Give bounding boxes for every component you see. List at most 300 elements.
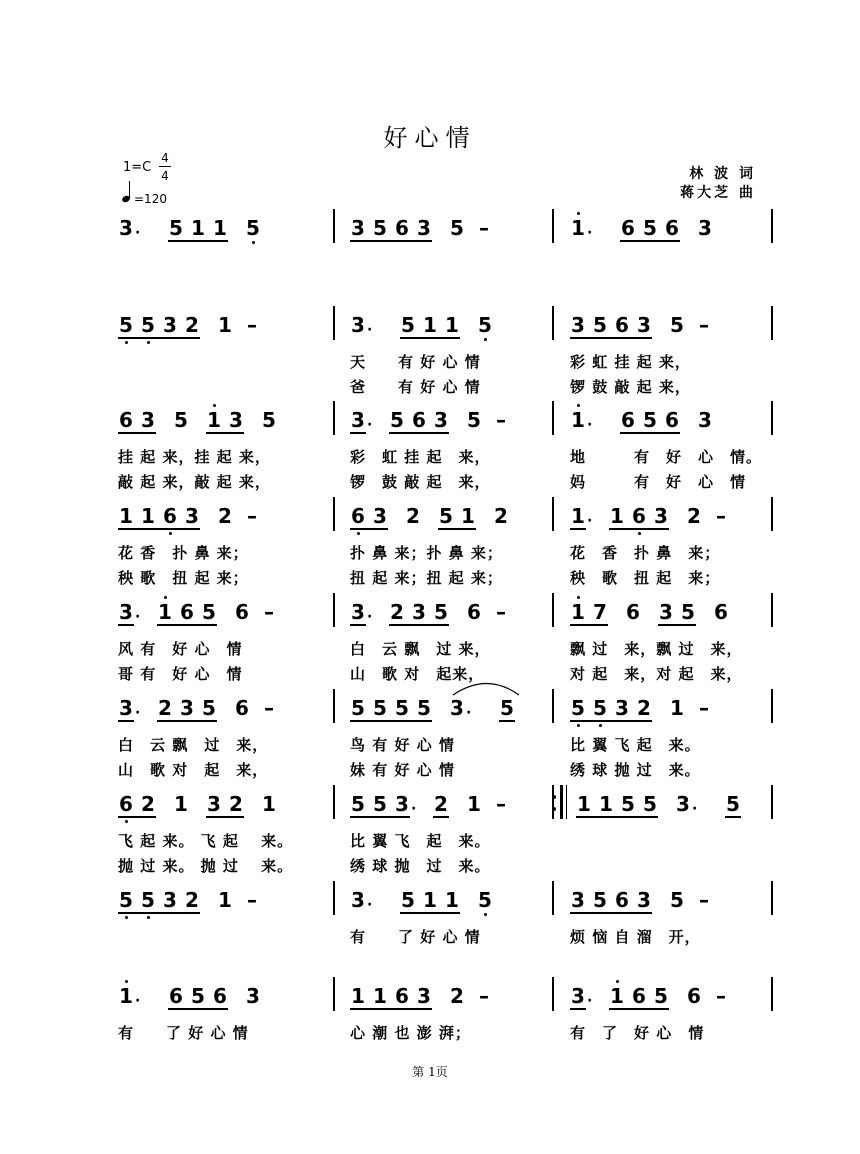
note-digit: 3 bbox=[417, 216, 431, 240]
note-digit: 5 bbox=[593, 888, 607, 912]
lyric-line: 彩 虹 挂 起 来， bbox=[350, 448, 491, 466]
note-digit: 3 bbox=[351, 313, 365, 337]
lyric-line: 花 香 扑 鼻 来； bbox=[118, 544, 249, 562]
barline bbox=[333, 209, 335, 243]
note-digit: 1 bbox=[157, 601, 173, 623]
beam-underline bbox=[350, 720, 432, 722]
tie-arc bbox=[453, 680, 521, 696]
note-digit: 1 bbox=[599, 792, 613, 816]
note-digit: 3 bbox=[571, 313, 585, 337]
note-digit: 3 bbox=[351, 888, 365, 912]
note-digit: 5 bbox=[140, 889, 156, 911]
note-digit: 1 bbox=[461, 504, 475, 528]
barline bbox=[552, 785, 554, 819]
note-digit: 1 bbox=[571, 504, 585, 528]
barline bbox=[333, 785, 335, 819]
lyric-line: 白 云 飘 过 来， bbox=[350, 640, 491, 658]
beam-underline bbox=[620, 240, 680, 242]
lyric-line: 山 歌 对 起 来， bbox=[118, 761, 269, 779]
note-digit: 3 bbox=[119, 696, 133, 720]
note-digit: 6 bbox=[626, 600, 640, 624]
repeat-bar-thick bbox=[560, 785, 563, 819]
note-digit: 5 bbox=[670, 313, 684, 337]
lyric-line: 妹 有 好 心 情 bbox=[350, 761, 455, 779]
note-digit: 5 bbox=[570, 697, 586, 719]
beam-underline bbox=[118, 528, 200, 530]
note-digit: 1 bbox=[373, 984, 387, 1008]
beam-underline bbox=[400, 337, 460, 339]
lyric-line: 有 了 好 心 情 bbox=[350, 928, 481, 946]
barline bbox=[333, 881, 335, 915]
lyric-line: 彩 虹 挂 起 来， bbox=[570, 353, 691, 371]
note-digit: 1 bbox=[218, 888, 232, 912]
note-digit: 5 bbox=[169, 216, 183, 240]
note-digit: 5 bbox=[477, 314, 493, 336]
sustain-dash: – bbox=[247, 888, 257, 912]
note-digit: 5 bbox=[593, 313, 607, 337]
beam-underline bbox=[570, 528, 586, 530]
note-digit: 5 bbox=[592, 697, 608, 719]
octave-down-dot bbox=[577, 724, 580, 727]
note-digit: 3 bbox=[615, 696, 629, 720]
note-digit: 2 bbox=[450, 984, 464, 1008]
sustain-dash: – bbox=[699, 696, 709, 720]
beam-underline bbox=[570, 337, 652, 339]
octave-up-dot bbox=[125, 980, 128, 983]
note-digit: 7 bbox=[593, 600, 607, 624]
barline bbox=[552, 497, 554, 531]
beam-underline bbox=[118, 624, 134, 626]
barline bbox=[771, 785, 773, 819]
augmentation-dot: · bbox=[135, 225, 141, 241]
note-digit: 3 bbox=[180, 696, 194, 720]
note-digit: 3 bbox=[163, 888, 177, 912]
note-digit: 5 bbox=[245, 217, 261, 239]
note-digit: 2 bbox=[158, 696, 172, 720]
score-row bbox=[0, 792, 860, 875]
note-digit: 5 bbox=[643, 216, 657, 240]
score-row bbox=[0, 217, 860, 277]
barline bbox=[333, 401, 335, 435]
augmentation-dot: · bbox=[692, 801, 698, 817]
note-digit: 3 bbox=[637, 313, 651, 337]
note-digit: 3 bbox=[373, 504, 387, 528]
beam-underline bbox=[609, 528, 669, 530]
note-digit: 2 bbox=[494, 504, 508, 528]
note-digit: 5 bbox=[351, 792, 365, 816]
repeat-dot bbox=[552, 795, 556, 799]
lyric-line: 抛 过 来。 抛 过 来。 bbox=[118, 857, 294, 875]
note-digit: 6 bbox=[615, 888, 629, 912]
score-row bbox=[0, 313, 860, 396]
note-digit: 2 bbox=[687, 504, 701, 528]
note-digit: 3 bbox=[698, 408, 712, 432]
note-digit: 1 bbox=[141, 504, 155, 528]
sustain-dash: – bbox=[479, 216, 489, 240]
note-digit: 1 bbox=[570, 217, 586, 239]
note-digit: 3 bbox=[654, 504, 668, 528]
time-signature-bottom: 4 bbox=[161, 169, 169, 183]
note-digit: 1 bbox=[570, 601, 586, 623]
octave-down-dot bbox=[125, 341, 128, 344]
note-digit: 5 bbox=[351, 696, 365, 720]
note-digit: 6 bbox=[615, 313, 629, 337]
note-digit: 3 bbox=[395, 792, 409, 816]
beam-underline bbox=[118, 720, 134, 722]
barline bbox=[771, 881, 773, 915]
lyric-line: 挂 起 来，挂 起 来， bbox=[118, 448, 271, 466]
octave-down-dot bbox=[638, 532, 641, 535]
barline bbox=[771, 689, 773, 723]
note-digit: 5 bbox=[450, 216, 464, 240]
barline bbox=[333, 689, 335, 723]
beam-underline bbox=[570, 720, 652, 722]
octave-up-dot bbox=[577, 212, 580, 215]
barline bbox=[552, 593, 554, 627]
barline bbox=[333, 593, 335, 627]
note-digit: 6 bbox=[350, 505, 366, 527]
note-digit: 6 bbox=[162, 505, 178, 527]
quarter-note-stem bbox=[129, 181, 130, 199]
sustain-dash: – bbox=[699, 888, 709, 912]
note-digit: 5 bbox=[118, 889, 134, 911]
note-digit: 1 bbox=[577, 792, 591, 816]
octave-down-dot bbox=[484, 913, 487, 916]
note-digit: 1 bbox=[119, 504, 133, 528]
sustain-dash: – bbox=[496, 408, 506, 432]
note-digit: 2 bbox=[434, 792, 448, 816]
lyric-line: 绣 球 抛 过 来。 bbox=[350, 857, 491, 875]
lyric-line: 地 有 好 心 情。 bbox=[570, 448, 763, 466]
sustain-dash: – bbox=[479, 984, 489, 1008]
octave-down-dot bbox=[252, 241, 255, 244]
beam-underline bbox=[570, 624, 608, 626]
beam-underline bbox=[609, 1008, 669, 1010]
augmentation-dot: · bbox=[587, 225, 593, 241]
barline bbox=[333, 306, 335, 340]
beam-underline bbox=[433, 816, 449, 818]
note-digit: 6 bbox=[621, 216, 635, 240]
note-digit: 5 bbox=[395, 696, 409, 720]
note-digit: 6 bbox=[665, 216, 679, 240]
note-digit: 5 bbox=[670, 888, 684, 912]
time-signature-top: 4 bbox=[161, 151, 169, 165]
note-digit: 5 bbox=[262, 408, 276, 432]
beam-underline bbox=[350, 528, 388, 530]
beam-underline bbox=[620, 432, 680, 434]
note-digit: 6 bbox=[235, 600, 249, 624]
note-digit: 3 bbox=[185, 504, 199, 528]
composer-credit: 蒋大芝 曲 bbox=[680, 185, 756, 201]
note-digit: 6 bbox=[467, 600, 481, 624]
lyric-line: 秧 歌 扭 起 来； bbox=[570, 569, 721, 587]
lyric-line: 心 潮 也 澎 湃； bbox=[350, 1024, 471, 1042]
barline bbox=[552, 209, 554, 243]
octave-down-dot bbox=[484, 338, 487, 341]
note-digit: 6 bbox=[395, 984, 409, 1008]
note-digit: 1 bbox=[174, 792, 188, 816]
beam-underline bbox=[168, 240, 228, 242]
octave-up-dot bbox=[577, 404, 580, 407]
sustain-dash: – bbox=[716, 984, 726, 1008]
beam-underline bbox=[118, 337, 200, 339]
octave-down-dot bbox=[125, 916, 128, 919]
lyric-line: 爸 有 好 心 情 bbox=[350, 378, 481, 396]
note-digit: 6 bbox=[213, 984, 227, 1008]
lyric-line: 鸟 有 好 心 情 bbox=[350, 736, 455, 754]
octave-up-dot bbox=[164, 596, 167, 599]
beam-underline bbox=[118, 432, 156, 434]
lyric-line: 对 起 来，对 起 来， bbox=[570, 665, 743, 683]
lyric-line: 锣 鼓 敲 起 来， bbox=[350, 473, 491, 491]
lyric-line: 花 香 扑 鼻 来； bbox=[570, 544, 721, 562]
note-digit: 6 bbox=[632, 984, 646, 1008]
lyric-line: 扑 鼻 来；扑 鼻 来； bbox=[350, 544, 503, 562]
octave-down-dot bbox=[147, 341, 150, 344]
note-digit: 5 bbox=[140, 314, 156, 336]
augmentation-dot: · bbox=[367, 897, 373, 913]
note-digit: 6 bbox=[119, 408, 133, 432]
note-digit: 2 bbox=[218, 504, 232, 528]
beam-underline bbox=[350, 816, 410, 818]
note-digit: 5 bbox=[174, 408, 188, 432]
note-digit: 1 bbox=[262, 792, 276, 816]
note-digit: 5 bbox=[681, 600, 695, 624]
note-digit: 1 bbox=[570, 409, 586, 431]
score-row bbox=[0, 696, 860, 779]
octave-down-dot bbox=[599, 724, 602, 727]
beam-underline bbox=[499, 720, 515, 722]
note-digit: 5 bbox=[401, 313, 415, 337]
page-number: 第 1页 bbox=[412, 1065, 448, 1079]
note-digit: 5 bbox=[726, 792, 740, 816]
barline bbox=[552, 401, 554, 435]
note-digit: 2 bbox=[185, 888, 199, 912]
lyric-line: 有 了 好 心 情 bbox=[570, 1024, 705, 1042]
sustain-dash: – bbox=[264, 600, 274, 624]
sustain-dash: – bbox=[247, 504, 257, 528]
octave-down-dot bbox=[125, 820, 128, 823]
note-digit: 2 bbox=[390, 600, 404, 624]
lyric-line: 绣 球 抛 过 来。 bbox=[570, 761, 701, 779]
barline bbox=[771, 306, 773, 340]
note-digit: 3 bbox=[412, 600, 426, 624]
note-digit: 5 bbox=[439, 504, 453, 528]
note-digit: 6 bbox=[631, 505, 647, 527]
beam-underline bbox=[438, 528, 476, 530]
augmentation-dot: · bbox=[411, 801, 417, 817]
note-digit: 3 bbox=[163, 313, 177, 337]
note-digit: 5 bbox=[191, 984, 205, 1008]
lyric-line: 敲 起 来，敲 起 来， bbox=[118, 473, 271, 491]
note-digit: 1 bbox=[445, 313, 459, 337]
lyric-line: 飘 过 来，飘 过 来， bbox=[570, 640, 743, 658]
note-digit: 1 bbox=[118, 985, 134, 1007]
octave-up-dot bbox=[213, 404, 216, 407]
beam-underline bbox=[576, 816, 658, 818]
lyric-line: 天 有 好 心 情 bbox=[350, 353, 481, 371]
beam-underline bbox=[350, 240, 432, 242]
note-digit: 3 bbox=[207, 792, 221, 816]
barline bbox=[771, 593, 773, 627]
note-digit: 6 bbox=[621, 408, 635, 432]
octave-down-dot bbox=[169, 532, 172, 535]
score-row bbox=[0, 985, 860, 1045]
note-digit: 1 bbox=[467, 792, 481, 816]
lyric-line: 扭 起 来；扭 起 来； bbox=[350, 569, 503, 587]
barline bbox=[333, 497, 335, 531]
repeat-dot bbox=[552, 807, 556, 811]
note-digit: 5 bbox=[202, 600, 216, 624]
note-digit: 3 bbox=[434, 408, 448, 432]
augmentation-dot: · bbox=[587, 417, 593, 433]
note-digit: 1 bbox=[609, 985, 625, 1007]
augmentation-dot: · bbox=[367, 609, 373, 625]
note-digit: 5 bbox=[477, 889, 493, 911]
note-digit: 6 bbox=[412, 408, 426, 432]
barline bbox=[771, 977, 773, 1011]
note-digit: 1 bbox=[351, 984, 365, 1008]
note-digit: 5 bbox=[654, 984, 668, 1008]
note-digit: 5 bbox=[390, 408, 404, 432]
lyricist-credit: 林 波 词 bbox=[689, 166, 756, 182]
lyric-line: 飞 起 来。 飞 起 来。 bbox=[118, 832, 294, 850]
beam-underline bbox=[157, 720, 217, 722]
beam-underline bbox=[350, 432, 366, 434]
note-digit: 1 bbox=[445, 888, 459, 912]
barline bbox=[771, 497, 773, 531]
beam-underline bbox=[157, 624, 217, 626]
augmentation-dot: · bbox=[135, 705, 141, 721]
note-digit: 3 bbox=[417, 984, 431, 1008]
score-row bbox=[0, 504, 860, 587]
lyric-line: 山 歌 对 起来， bbox=[350, 665, 485, 683]
note-digit: 6 bbox=[169, 984, 183, 1008]
octave-down-dot bbox=[357, 532, 360, 535]
beam-underline bbox=[206, 432, 244, 434]
barline bbox=[333, 977, 335, 1011]
note-digit: 1 bbox=[423, 313, 437, 337]
note-digit: 5 bbox=[373, 216, 387, 240]
beam-underline bbox=[118, 912, 200, 914]
lyric-line: 风 有 好 心 情 bbox=[118, 640, 243, 658]
note-digit: 3 bbox=[246, 984, 260, 1008]
note-digit: 3 bbox=[351, 216, 365, 240]
note-digit: 3 bbox=[229, 408, 243, 432]
note-digit: 5 bbox=[500, 696, 514, 720]
barline bbox=[552, 977, 554, 1011]
beam-underline bbox=[725, 816, 741, 818]
lyric-line: 妈 有 好 心 情 bbox=[570, 473, 747, 491]
lyric-line: 白 云 飘 过 来， bbox=[118, 736, 269, 754]
beam-underline bbox=[570, 1008, 586, 1010]
note-digit: 1 bbox=[670, 696, 684, 720]
note-digit: 1 bbox=[191, 216, 205, 240]
note-digit: 1 bbox=[218, 313, 232, 337]
note-digit: 3 bbox=[571, 888, 585, 912]
note-digit: 5 bbox=[467, 408, 481, 432]
note-digit: 6 bbox=[714, 600, 728, 624]
augmentation-dot: · bbox=[135, 609, 141, 625]
augmentation-dot: · bbox=[587, 513, 593, 529]
note-digit: 5 bbox=[621, 792, 635, 816]
note-digit: 5 bbox=[202, 696, 216, 720]
beam-underline bbox=[389, 624, 449, 626]
augmentation-dot: · bbox=[367, 322, 373, 338]
note-digit: 3 bbox=[698, 216, 712, 240]
sustain-dash: – bbox=[496, 600, 506, 624]
score-row bbox=[0, 408, 860, 491]
score-row bbox=[0, 600, 860, 683]
beam-underline bbox=[350, 624, 366, 626]
note-digit: 2 bbox=[637, 696, 651, 720]
augmentation-dot: · bbox=[466, 705, 472, 721]
note-digit: 3 bbox=[351, 600, 365, 624]
note-digit: 6 bbox=[118, 793, 134, 815]
sustain-dash: – bbox=[716, 504, 726, 528]
note-digit: 5 bbox=[373, 696, 387, 720]
note-digit: 1 bbox=[206, 409, 222, 431]
barline bbox=[552, 306, 554, 340]
note-digit: 3 bbox=[119, 600, 133, 624]
key-signature: 1=C bbox=[123, 160, 152, 175]
barline bbox=[771, 401, 773, 435]
lyric-line: 锣 鼓 敲 起 来， bbox=[570, 378, 691, 396]
note-digit: 2 bbox=[185, 313, 199, 337]
augmentation-dot: · bbox=[587, 993, 593, 1009]
note-digit: 1 bbox=[423, 888, 437, 912]
lyric-line: 烦 恼 自 溜 开， bbox=[570, 928, 701, 946]
note-digit: 2 bbox=[406, 504, 420, 528]
note-digit: 5 bbox=[417, 696, 431, 720]
lyric-line: 有 了 好 心 情 bbox=[118, 1024, 249, 1042]
beam-underline bbox=[389, 432, 449, 434]
sustain-dash: – bbox=[496, 792, 506, 816]
beam-underline bbox=[658, 624, 696, 626]
beam-underline bbox=[570, 912, 652, 914]
note-digit: 6 bbox=[235, 696, 249, 720]
barline bbox=[552, 689, 554, 723]
note-digit: 5 bbox=[401, 888, 415, 912]
time-signature-divider bbox=[159, 166, 171, 167]
repeat-bar-thin bbox=[566, 785, 567, 819]
note-digit: 3 bbox=[676, 792, 690, 816]
note-digit: 6 bbox=[395, 216, 409, 240]
score-row bbox=[0, 889, 860, 949]
note-digit: 2 bbox=[141, 792, 155, 816]
octave-down-dot bbox=[147, 916, 150, 919]
note-digit: 3 bbox=[637, 888, 651, 912]
sustain-dash: – bbox=[699, 313, 709, 337]
lyric-line: 秧 歌 扭 起 来； bbox=[118, 569, 249, 587]
note-digit: 6 bbox=[687, 984, 701, 1008]
lyric-line: 比 翼 飞 起 来。 bbox=[570, 736, 701, 754]
note-digit: 6 bbox=[665, 408, 679, 432]
note-digit: 3 bbox=[450, 696, 464, 720]
note-digit: 5 bbox=[643, 792, 657, 816]
lyric-line: 比 翼 飞 起 来。 bbox=[350, 832, 491, 850]
song-title: 好心情 bbox=[383, 124, 477, 152]
sustain-dash: – bbox=[264, 696, 274, 720]
note-digit: 3 bbox=[571, 984, 585, 1008]
octave-up-dot bbox=[616, 980, 619, 983]
barline bbox=[552, 881, 554, 915]
tempo-marking: =120 bbox=[134, 192, 167, 206]
sustain-dash: – bbox=[247, 313, 257, 337]
lyric-line: 哥 有 好 心 情 bbox=[118, 665, 243, 683]
note-digit: 1 bbox=[610, 504, 624, 528]
note-digit: 5 bbox=[373, 792, 387, 816]
